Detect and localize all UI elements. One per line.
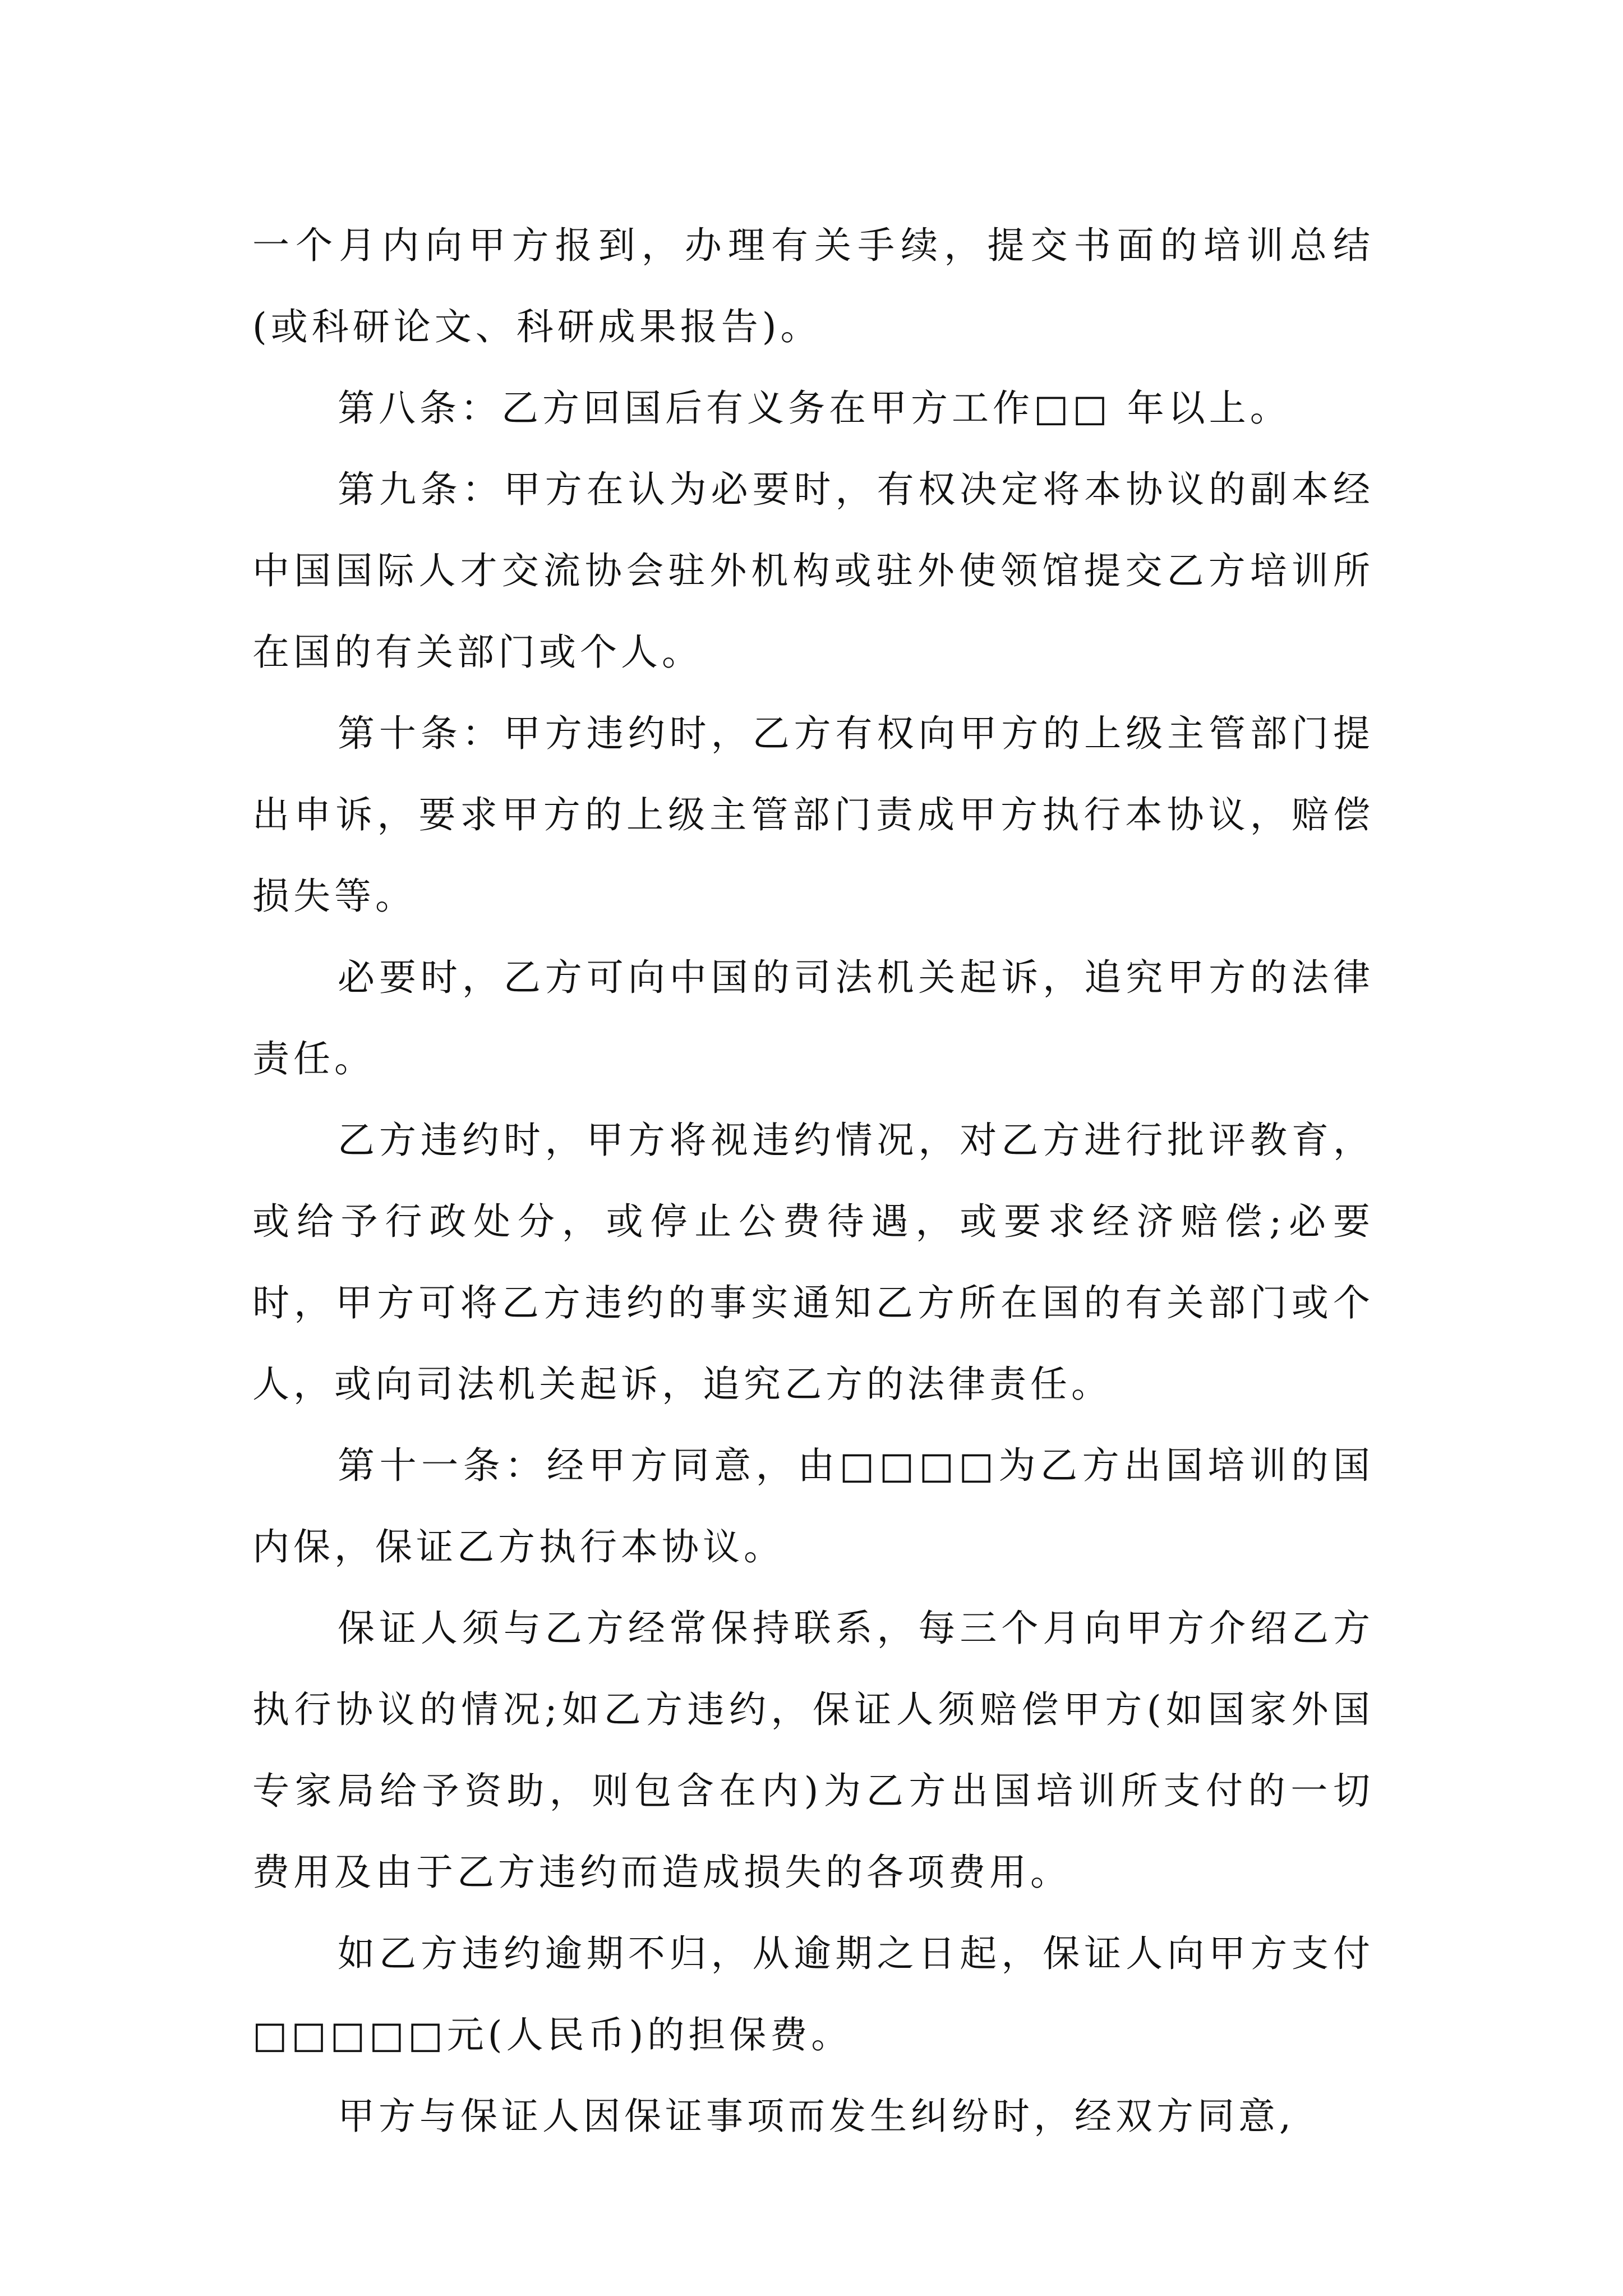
paragraph-guarantee-fee: 如乙方违约逾期不归，从逾期之日起，保证人向甲方支付□□□□□元(人民币)的担保费。 (252, 1932, 1374, 2056)
paragraph-article-8: 第八条：乙方回国后有义务在甲方工作□□ 年以上。 (338, 386, 1291, 430)
paragraph-article-9: 第九条：甲方在认为必要时，有权决定将本协议的副本经中国国际人才交流协会驻外机构或驻外使领馆提交乙方培训所在国的有关部门或个人。 (252, 468, 1374, 674)
paragraph-article-10-supplement-2: 乙方违约时，甲方将视违约情况，对乙方进行批评教育，或给予行政处分，或停止公费待遇，或要求经济赔偿;必要时，甲方可将乙方违约的事实通知乙方所在国的有关部门或个人，或向司法机关起诉，追究乙方的法律责任。 (252, 1119, 1374, 1406)
paragraph-article-11: 第十一条：经甲方同意，由□□□□为乙方出国培训的国内保，保证乙方执行本协议。 (252, 1444, 1374, 1568)
document-body (252, 205, 1374, 2157)
paragraph-article-10: 第十条：甲方违约时，乙方有权向甲方的上级主管部门提出申诉，要求甲方的上级主管部门责成甲方执行本协议，赔偿损失等。 (252, 712, 1374, 918)
paragraph-continuation: 一个月内向甲方报到，办理有关手续，提交书面的培训总结(或科研论文、科研成果报告)。 (252, 224, 1374, 348)
paragraph-article-10-supplement-1: 必要时，乙方可向中国的司法机关起诉，追究甲方的法律责任。 (252, 956, 1374, 1080)
paragraph-dispute: 甲方与保证人因保证事项而发生纠纷时，经双方同意, (338, 2095, 1295, 2138)
paragraph-guarantor-duties: 保证人须与乙方经常保持联系，每三个月向甲方介绍乙方执行协议的情况;如乙方违约，保证人须赔偿甲方(如国家外国专家局给予资助，则包含在内)为乙方出国培训所支付的一切费用及由于乙方违约而造成损失的各项费用。 (252, 1607, 1374, 1894)
